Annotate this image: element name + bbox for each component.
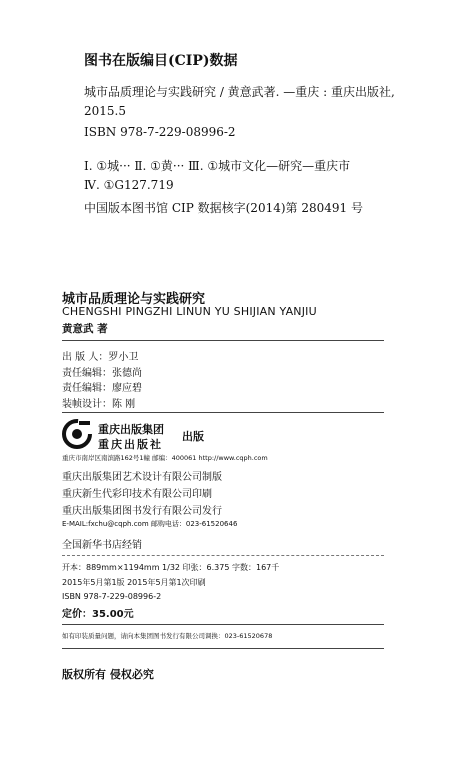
book-author: 黄意武 著 xyxy=(62,323,108,335)
quality-notice: 如有印装质量问题，请向本集团图书发行有限公司调换：023-61520678 xyxy=(62,632,273,640)
credit-cover-design: 装帧设计：陈 刚 xyxy=(62,399,136,410)
credit-editor-1: 责任编辑：张德尚 xyxy=(62,368,142,379)
sales-channel: 全国新华书店经销 xyxy=(62,540,142,551)
cip-heading: 图书在版编目(CIP)数据 xyxy=(84,53,238,69)
platemaking-company: 重庆出版集团艺术设计有限公司制版 xyxy=(62,472,222,483)
publisher-address: 重庆市南岸区南滨路162号1幢 邮编：400061 http://www.cqph.com xyxy=(62,454,268,462)
specs-isbn: ISBN 978-7-229-08996-2 xyxy=(62,592,162,601)
publisher-group-name: 重庆出版集团 xyxy=(98,423,164,436)
publisher-house-name: 重庆出版社 xyxy=(98,438,163,451)
cip-classification-number: Ⅳ. ①G127.719 xyxy=(84,178,174,192)
price: 定价：35.00元 xyxy=(62,609,134,620)
cip-check-number: 中国版本图书馆 CIP 数据核字(2014)第 280491 号 xyxy=(84,201,363,215)
divider-notice-bottom xyxy=(62,648,384,649)
cip-classification-line: Ⅰ. ①城··· Ⅱ. ①黄··· Ⅲ. ①城市文化—研究—重庆市 xyxy=(84,159,351,173)
printing-company: 重庆新生代彩印技术有限公司印刷 xyxy=(62,489,212,500)
divider-credits xyxy=(62,412,384,413)
published-label: 出版 xyxy=(182,430,204,443)
cqph-logo-icon xyxy=(62,419,92,449)
copyright-notice: 版权所有 侵权必究 xyxy=(62,668,154,681)
cip-isbn: ISBN 978-7-229-08996-2 xyxy=(84,125,236,139)
credit-editor-2: 责任编辑：廖应碧 xyxy=(62,383,142,394)
cip-record-line: 城市品质理论与实践研究 / 黄意武著. —重庆 : 重庆出版社, xyxy=(84,85,395,99)
cip-record-date: 2015.5 xyxy=(84,104,126,118)
divider-notice-top xyxy=(62,624,384,625)
credit-publisher-person: 出 版 人：罗小卫 xyxy=(62,352,139,363)
book-format: 开本：889mm×1194mm 1/32 印张：6.375 字数：167千 xyxy=(62,563,280,572)
divider-top xyxy=(62,340,384,341)
divider-specs xyxy=(62,555,384,556)
book-title-pinyin: CHENGSHI PINGZHI LINUN YU SHIJIAN YANJIU xyxy=(62,305,317,318)
book-title: 城市品质理论与实践研究 xyxy=(62,292,206,307)
distribution-company: 重庆出版集团图书发行有限公司发行 xyxy=(62,506,222,517)
publisher-email-phone: E-MAIL:fxchu@cqph.com 邮购电话：023-61520646 xyxy=(62,520,238,528)
edition-info: 2015年5月第1版 2015年5月第1次印刷 xyxy=(62,578,206,587)
